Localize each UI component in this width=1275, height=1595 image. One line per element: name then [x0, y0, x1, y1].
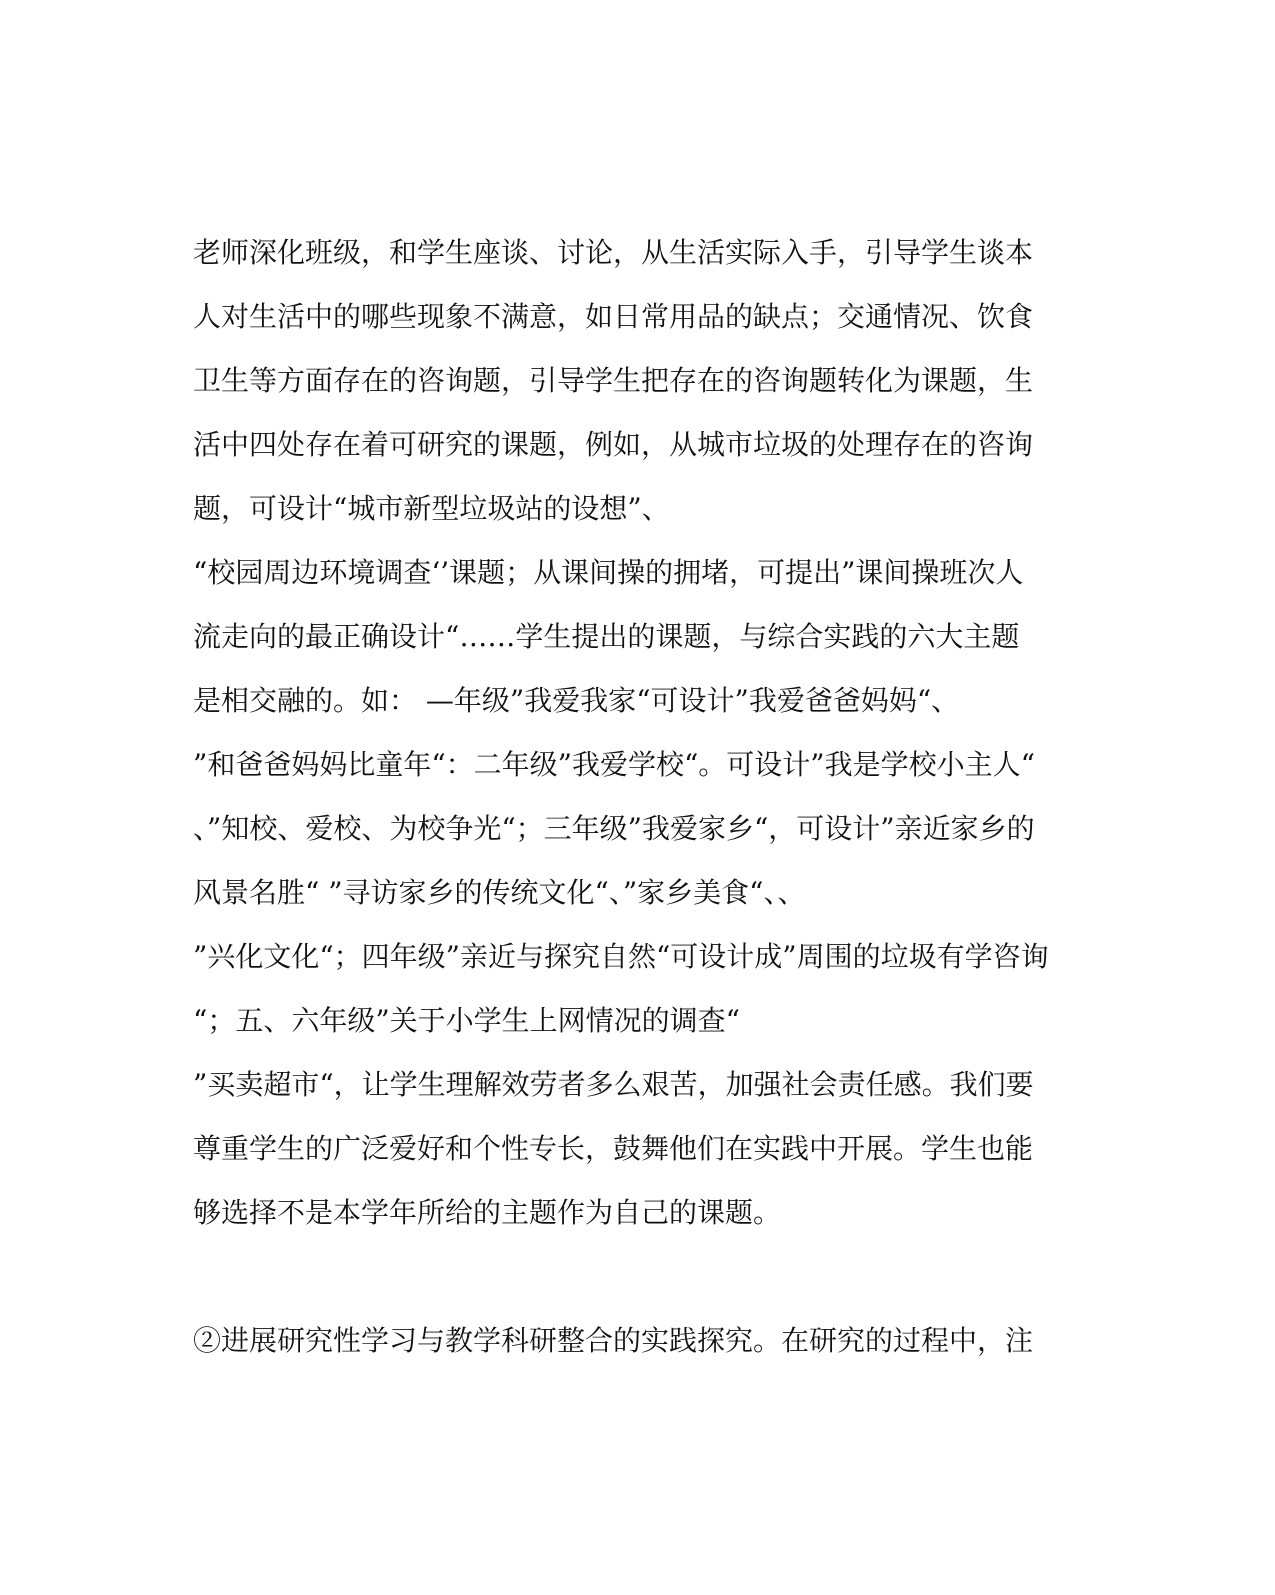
text-line: 是相交融的。如： —年级”我爱我家“可设计”我爱爸爸妈妈“、	[193, 684, 960, 717]
text-line: 够选择不是本学年所给的主题作为自己的课题。	[193, 1196, 782, 1229]
text-line: ②进展研究性学习与教学科研整合的实践探究。在研究的过程中，注	[193, 1324, 1034, 1357]
text-line: 题，可设计“城市新型垃圾站的设想”、	[193, 492, 670, 525]
text-line: “；五、六年级”关于小学生上网情况的调查“	[193, 1004, 740, 1037]
text-line: 活中四处存在着可研究的课题，例如，从城市垃圾的处理存在的咨询	[193, 428, 1034, 461]
text-line: ”和爸爸妈妈比童年“：二年级”我爱学校“。可设计”我是学校小主人“	[193, 748, 1035, 781]
text-line: “校园周边环境调查‘’课题；从课间操的拥堵，可提出”课间操班次人	[193, 556, 1024, 589]
text-line: 风景名胜“ ”寻访家乡的传统文化“、”家乡美食“、、	[193, 876, 806, 909]
text-line: 流走向的最正确设计“……学生提出的课题，与综合实践的六大主题	[193, 620, 1020, 653]
text-line: 老师深化班级，和学生座谈、讨论，从生活实际入手，引导学生谈本	[193, 236, 1034, 269]
text-line: ”买卖超市“，让学生理解效劳者多么艰苦，加强社会责任感。我们要	[193, 1068, 1034, 1101]
text-line: 、”知校、爱校、为校争光“；三年级”我爱家乡“，可设计”亲近家乡的	[193, 812, 1035, 845]
text-line: ”兴化文化“；四年级”亲近与探究自然“可设计成”周围的垃圾有学咨询	[193, 940, 1049, 973]
text-line: 尊重学生的广泛爱好和个性专长，鼓舞他们在实践中开展。学生也能	[193, 1132, 1034, 1165]
text-line: 人对生活中的哪些现象不满意，如日常用品的缺点；交通情况、饮食	[193, 300, 1034, 333]
text-line: 卫生等方面存在的咨询题，引导学生把存在的咨询题转化为课题，生	[193, 364, 1034, 397]
